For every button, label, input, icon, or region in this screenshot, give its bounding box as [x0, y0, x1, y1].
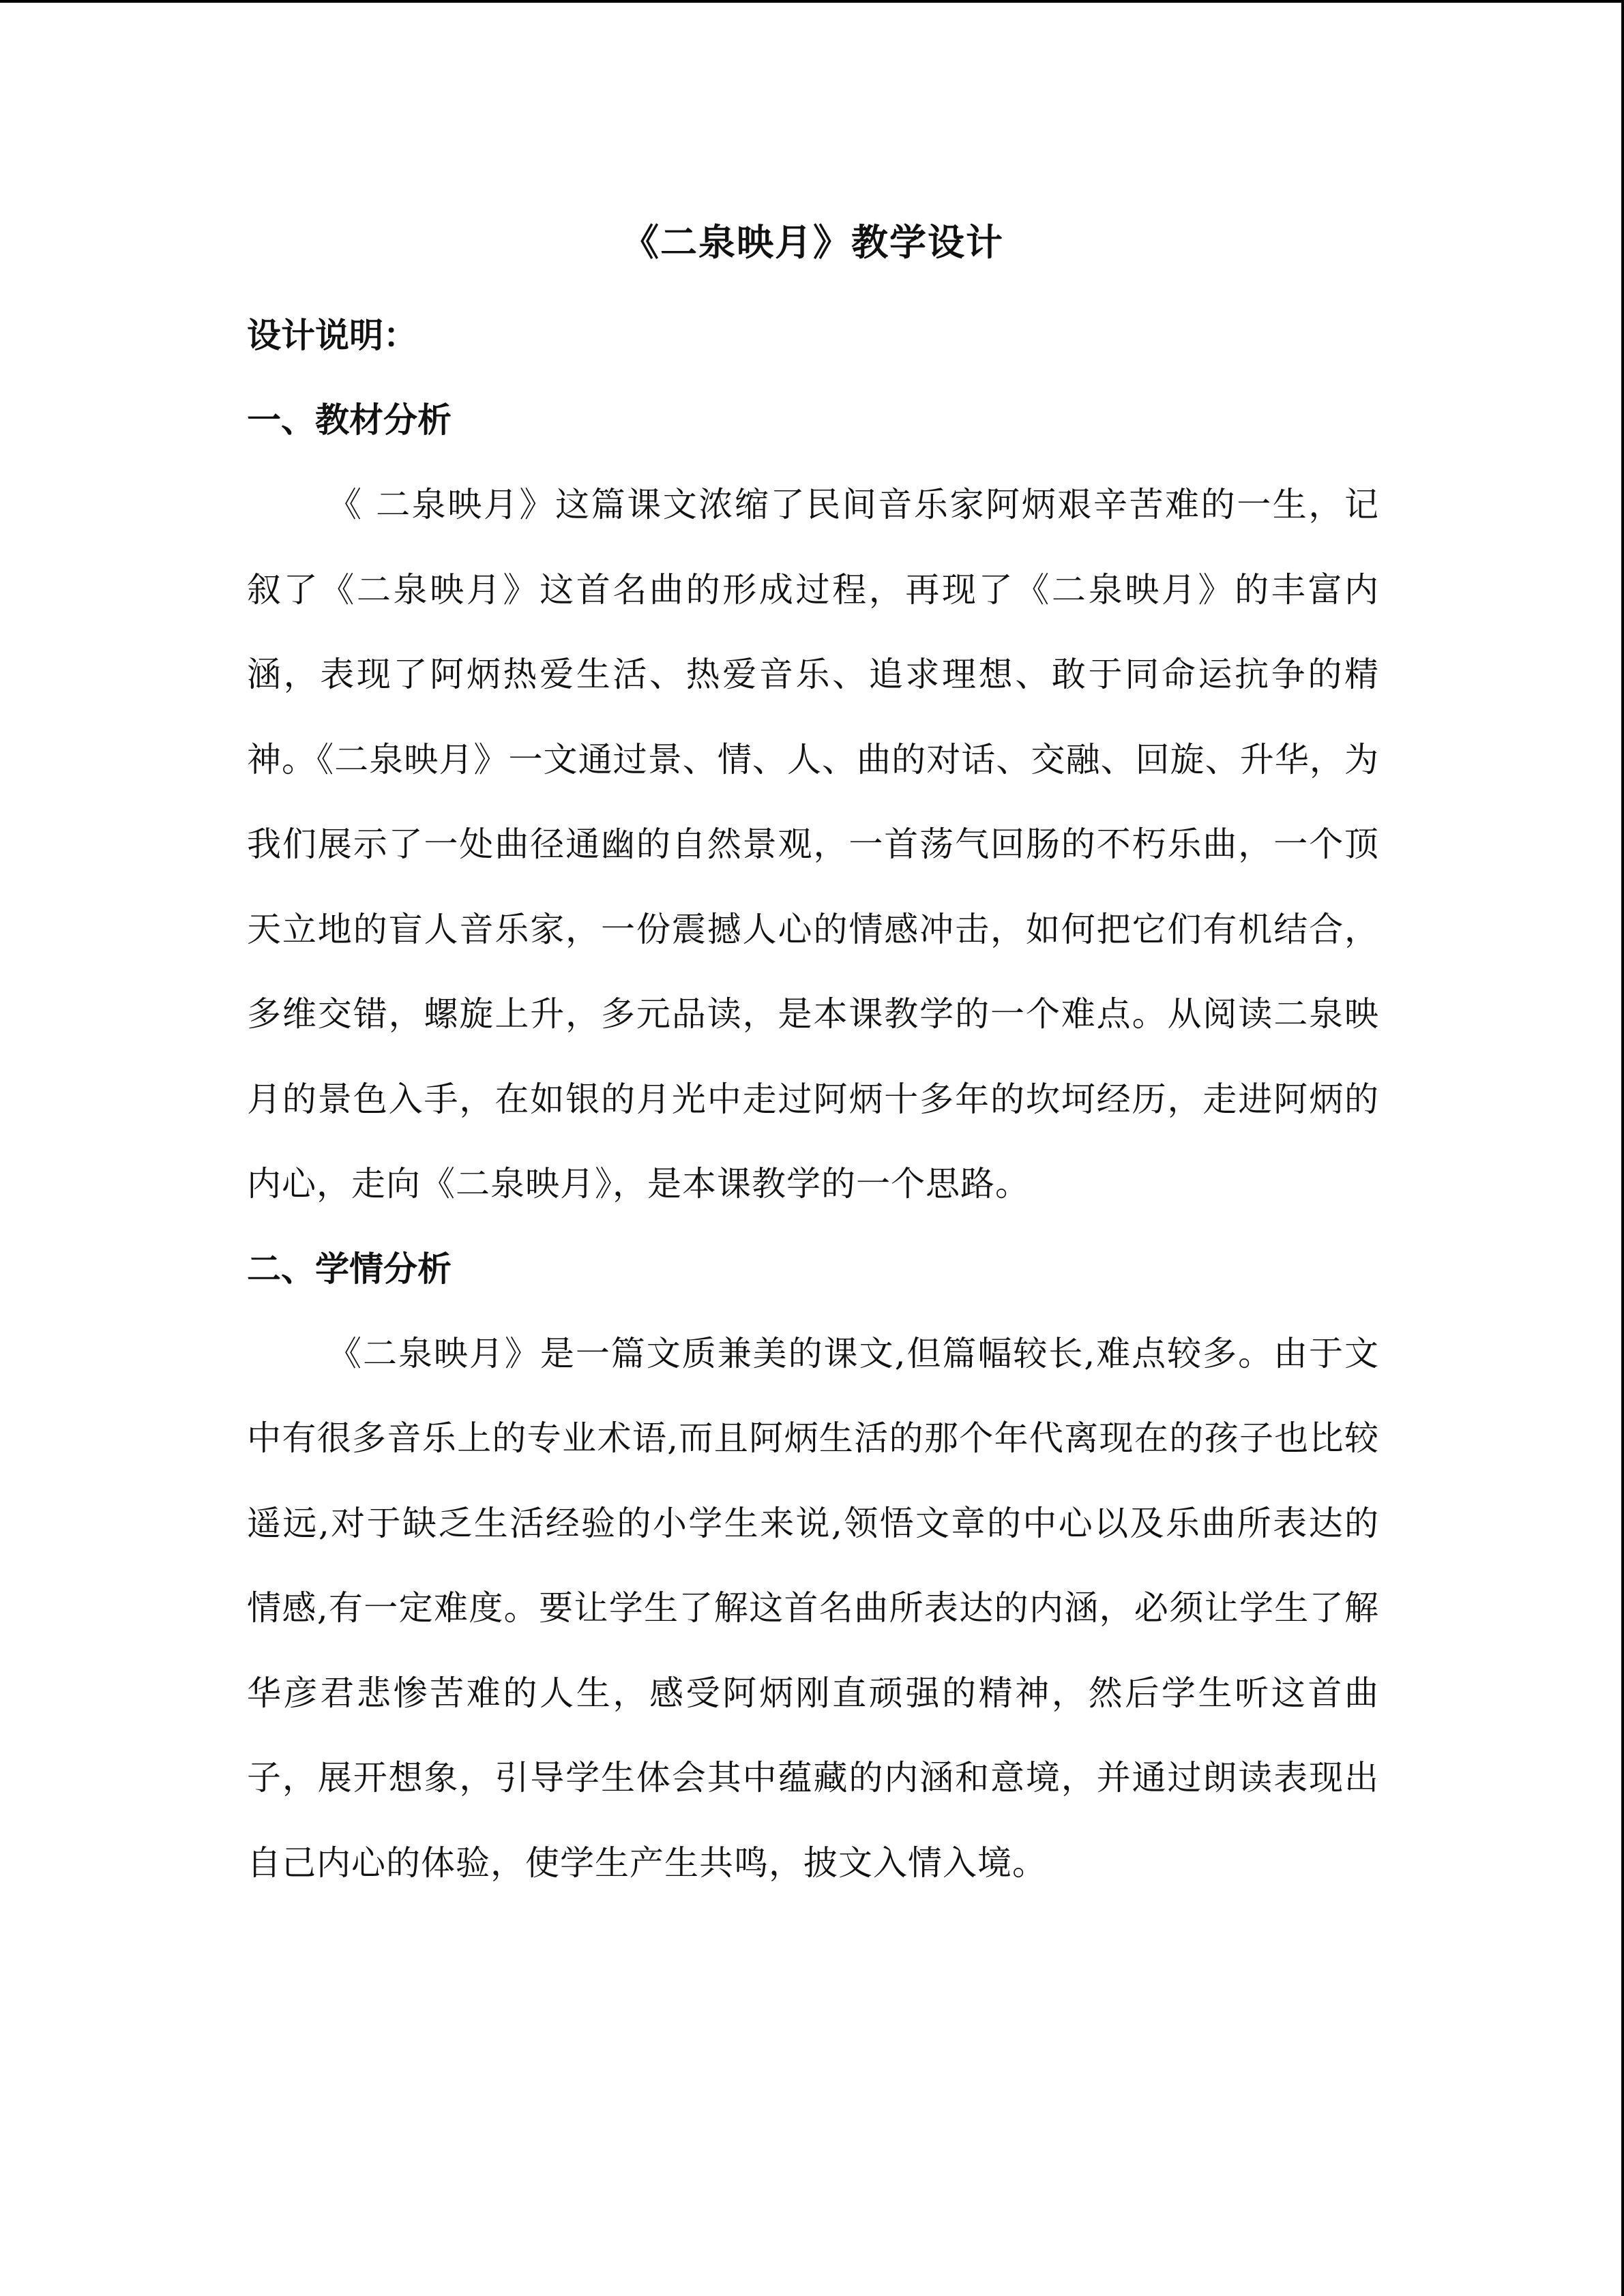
section-heading: 一、教材分析 [247, 400, 452, 440]
page-top-border [0, 0, 1624, 3]
section-heading: 二、学情分析 [247, 1248, 452, 1289]
document-title: 《二泉映月》教学设计 [622, 220, 1004, 264]
section-paragraph: 《 二泉映月》这篇课文浓缩了民间音乐家阿炳艰辛苦难的一生，记叙了《二泉映月》这首名曲的形成过程，再现了《二泉映月》的丰富内涵，表现了阿炳热爱生活、热爱音乐、追求理想、敢于同命运抗争的精神。《二泉映月》一文通过景、情、人、曲的对话、交融、回旋、升华，为我们展示了一处曲径通幽的自然景观，一首荡气回肠的不朽乐曲，一个顶天立地的盲人音乐家，一份震撼人心的情感冲击，如何把它们有机结合，多维交错，螺旋上升，多元品读，是本课教学的一个难点。从阅读二泉映月的景色入手，在如银的月光中走过阿炳十多年的坎坷经历，走进阿炳的内心，走向《二泉映月》，是本课教学的一个思路。 [247, 485, 1379, 1204]
section-textbook-analysis [247, 378, 1379, 1227]
section-student-analysis [247, 1227, 1379, 1906]
design-notes-label: 设计说明： [247, 315, 417, 355]
page-right-border [1621, 0, 1624, 2296]
document-body [247, 205, 1379, 1905]
section-paragraph: 《二泉映月》是一篇文质兼美的课文,但篇幅较长,难点较多。由于文中有很多音乐上的专业术语,而且阿炳生活的那个年代离现在的孩子也比较遥远,对于缺乏生活经验的小学生来说,领悟文章的中心以及乐曲所表达的情感,有一定难度。要让学生了解这首名曲所表达的内涵，必须让学生了解华彦君悲惨苦难的人生，感受阿炳刚直顽强的精神，然后学生听这首曲子，展开想象，引导学生体会其中蕴藏的内涵和意境，并通过朗读表现出自己内心的体验，使学生产生共鸣，披文入情入境。 [247, 1333, 1379, 1883]
